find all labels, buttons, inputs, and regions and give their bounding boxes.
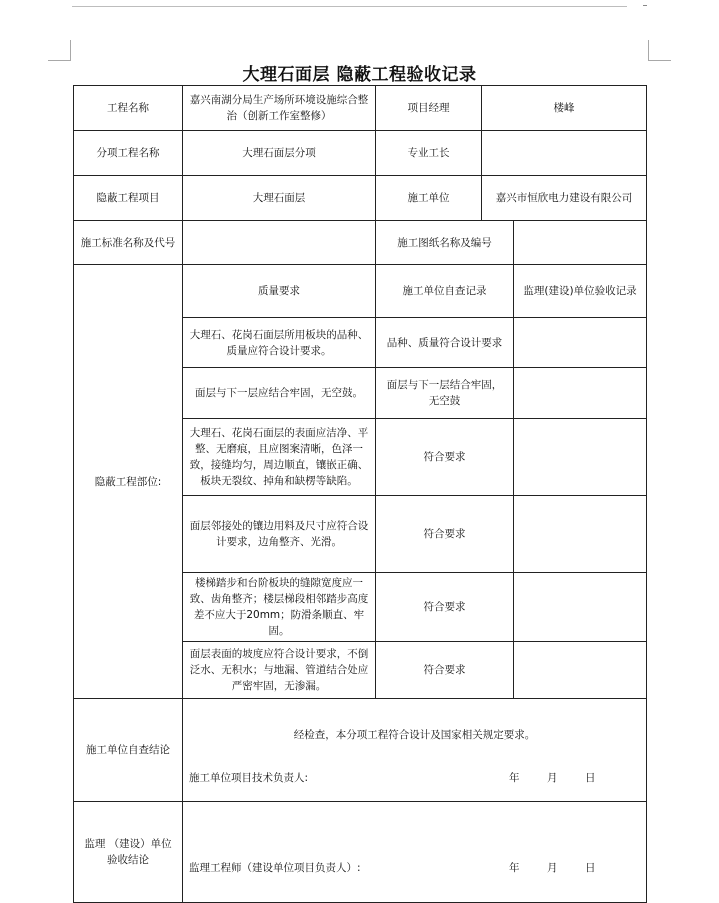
self-conclusion-month: 月 — [547, 772, 558, 784]
project-manager-value: 楼峰 — [482, 86, 647, 131]
supervision-conclusion-cell — [183, 802, 647, 903]
supervision-conclusion-day: 日 — [585, 862, 596, 874]
hidden-item-value: 大理石面层 — [183, 176, 376, 221]
drawing-label: 施工图纸名称及编号 — [376, 221, 514, 265]
supervision-record — [514, 573, 647, 642]
self-check-column-header: 施工单位自查记录 — [376, 265, 514, 318]
row-project-name — [74, 86, 647, 131]
project-name-label: 工程名称 — [74, 86, 183, 131]
self-check-record: 符合要求 — [376, 642, 514, 699]
margin-corner-top-left — [48, 40, 71, 61]
header-mark — [643, 5, 647, 6]
quality-requirement: 面层与下一层应结合牢固，无空鼓。 — [183, 368, 376, 419]
self-check-record: 符合要求 — [376, 419, 514, 496]
row-self-conclusion — [74, 699, 647, 802]
self-conclusion-text: 经检查，本分项工程符合设计及国家相关规定要求。 — [293, 729, 536, 741]
hidden-section-label: 隐蔽工程部位: — [74, 265, 183, 699]
document-title: 大理石面层 隐蔽工程验收记录 — [242, 65, 477, 85]
supervision-record — [514, 368, 647, 419]
acceptance-record-table — [73, 85, 647, 903]
self-conclusion-year: 年 — [509, 772, 520, 784]
self-conclusion-signer: 施工单位项目技术负责人: — [189, 772, 309, 784]
supervision-conclusion-label: 监理 （建设）单位验收结论 — [74, 802, 183, 903]
row-hidden-item — [74, 176, 647, 221]
header-rule — [72, 6, 627, 7]
project-manager-label: 项目经理 — [376, 86, 482, 131]
project-name-value: 嘉兴南湖分局生产场所环境设施综合整治（创新工作室整修） — [183, 86, 376, 131]
supervision-record — [514, 419, 647, 496]
contractor-value: 嘉兴市恒欣电力建设有限公司 — [482, 176, 647, 221]
supervision-record — [514, 496, 647, 573]
self-check-record: 符合要求 — [376, 496, 514, 573]
row-sub-project — [74, 131, 647, 176]
margin-corner-top-right — [648, 40, 671, 61]
self-conclusion-day: 日 — [585, 772, 596, 784]
quality-column-header: 质量要求 — [183, 265, 376, 318]
supervision-conclusion-month: 月 — [547, 862, 558, 874]
contractor-label: 施工单位 — [376, 176, 482, 221]
supervision-conclusion-signer: 监理工程师（建设单位项目负责人）: — [189, 862, 361, 874]
foreman-value — [482, 131, 647, 176]
standard-label: 施工标准名称及代号 — [74, 221, 183, 265]
row-supervision-conclusion — [74, 802, 647, 903]
drawing-value — [514, 221, 647, 265]
quality-requirement: 楼梯踏步和台阶板块的缝隙宽度应一致、齿角整齐；楼层梯段相邻踏步高度差不应大于20mm；防滑条顺直、牢固。 — [183, 573, 376, 642]
self-check-record: 品种、质量符合设计要求 — [376, 318, 514, 368]
supervision-column-header: 监理(建设)单位验收记录 — [514, 265, 647, 318]
quality-requirement: 大理石、花岗石面层所用板块的品种、质量应符合设计要求。 — [183, 318, 376, 368]
quality-requirement: 面层表面的坡度应符合设计要求，不倒泛水、无积水；与地漏、管道结合处应严密牢固，无渗漏。 — [183, 642, 376, 699]
supervision-record — [514, 642, 647, 699]
hidden-item-label: 隐蔽工程项目 — [74, 176, 183, 221]
quality-requirement: 面层邻接处的镶边用料及尺寸应符合设计要求，边角整齐、光滑。 — [183, 496, 376, 573]
self-check-record: 面层与下一层结合牢固，无空鼓 — [376, 368, 514, 419]
self-conclusion-label: 施工单位自查结论 — [74, 699, 183, 802]
self-check-record: 符合要求 — [376, 573, 514, 642]
standard-value — [183, 221, 376, 265]
supervision-record — [514, 318, 647, 368]
row-standard — [74, 221, 647, 265]
sub-project-value: 大理石面层分项 — [183, 131, 376, 176]
self-conclusion-cell — [183, 699, 647, 802]
supervision-conclusion-year: 年 — [509, 862, 520, 874]
foreman-label: 专业工长 — [376, 131, 482, 176]
quality-requirement: 大理石、花岗石面层的表面应洁净、平整、无磨痕，且应图案清晰，色泽一致，接缝均匀，周边顺直，镶嵌正确、板块无裂纹、掉角和缺楞等缺陷。 — [183, 419, 376, 496]
row-hidden-header — [74, 265, 647, 318]
sub-project-label: 分项工程名称 — [74, 131, 183, 176]
